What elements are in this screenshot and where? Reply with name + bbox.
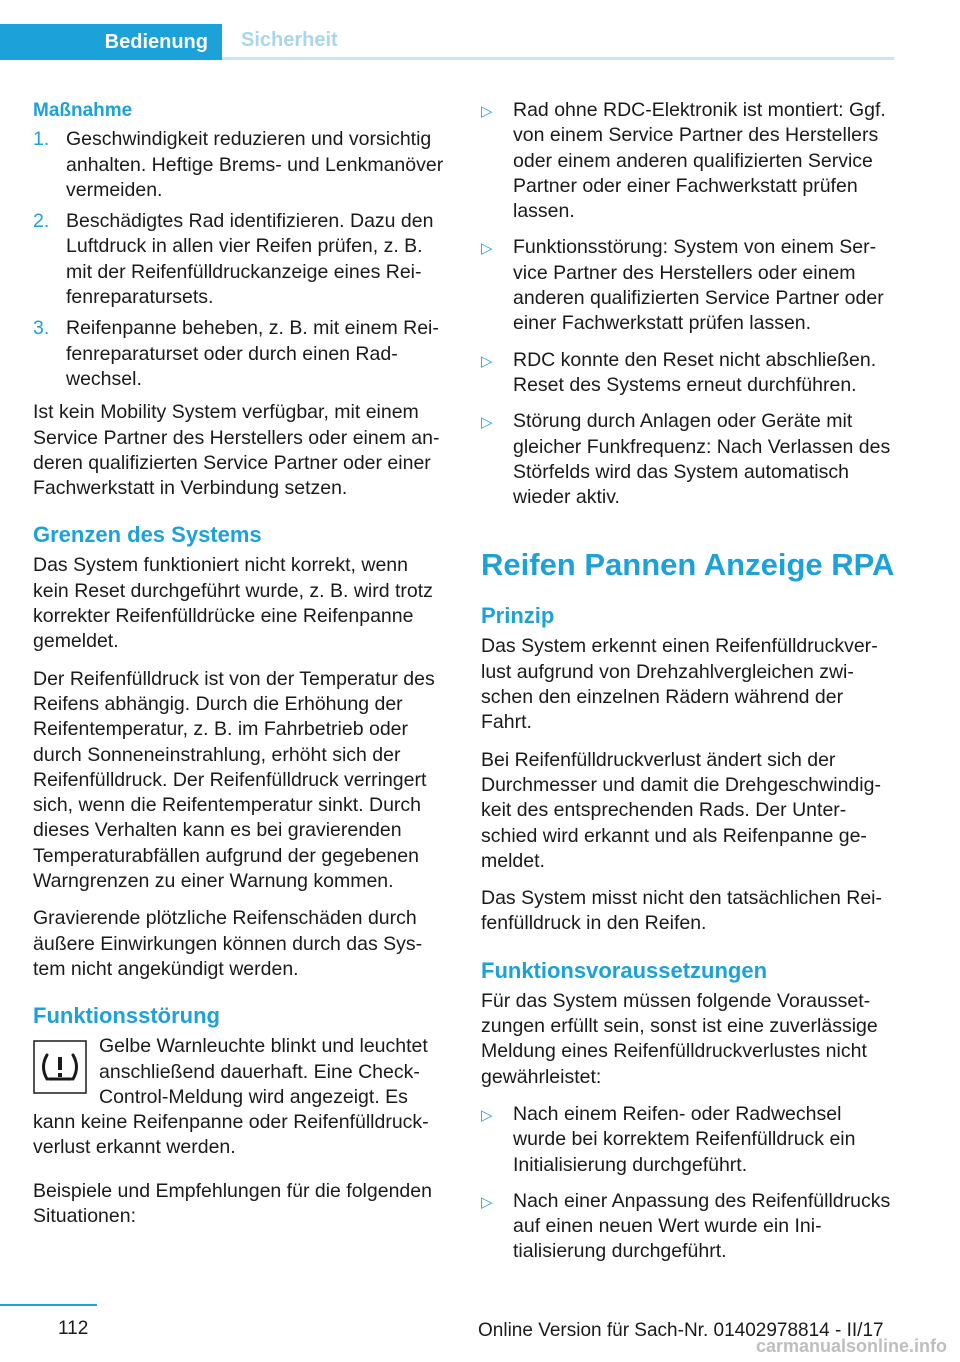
list-item [481, 409, 896, 510]
bullet-triangle-icon: ▷ [481, 414, 493, 432]
step-item [33, 316, 448, 392]
step-text: Reifenpanne beheben, z. B. mit einem Reifenreparaturset oder durch einen Radwechsel. [66, 317, 439, 390]
list-item [481, 1189, 896, 1265]
step-item [33, 209, 448, 310]
voraus-heading: Funktionsvoraussetzungen [481, 957, 768, 983]
grenzen-paragraph-2: Der Reifenfülldruck ist von der Temperatur des Reifens abhängig. Durch die Erhöhung der Reifentemperatur, z. B. im Fahrbetrieb oder durch Sonneneinstrahlung, erhöht sich der Reifenfülldruck. Der Reifenfülldruck verringert sich, wenn die Reifentemperatur sinkt. Durch dieses Verhalten kann es bei gravierenden Temperaturabfällen aufgrund der gegebenen Warngrenzen zu einer Warnung kommen. [33, 667, 435, 893]
bullet-triangle-icon: ▷ [481, 103, 493, 120]
voraus-paragraph-1: Für das System müssen folgende Voraussetzungen erfüllt sein, sonst ist eine zuverlässige Meldung eines Reifenfülldruckverlustes nicht gewährleistet: [481, 989, 878, 1088]
mobility-paragraph: Ist kein Mobility System verfügbar, mit einem Service Partner des Herstellers oder einem anderen qualifizierten Service Partner oder einer Fachwerkstatt in Verbindung setzen. [33, 401, 440, 500]
massnahme-label: Maßnahme [33, 100, 133, 121]
grenzen-paragraph-3: Gravierende plötzliche Reifenschäden durch äußere Einwirkungen können durch das System nicht angekündigt werden. [33, 907, 423, 980]
grenzen-heading: Grenzen des Systems [33, 522, 262, 548]
step-item [33, 127, 448, 203]
online-version-note: Online Version für Sach-Nr. 01402978814 - II/17 [478, 1320, 884, 1341]
list-item [481, 235, 896, 336]
stoerung-heading: Funktionsstörung [33, 1003, 220, 1029]
step-number: 2. [33, 210, 50, 233]
bullet-triangle-icon: ▷ [481, 352, 493, 370]
steps-list [33, 127, 448, 392]
bullet-triangle-icon: ▷ [481, 1193, 493, 1211]
list-item-text: Rad ohne RDC-Elektronik ist montiert: Ggf. von einem Service Partner des Herstellers oder einem anderen qualifizierten Service Partner oder einer Fachwerkstatt prüfen lassen. [513, 99, 886, 223]
step-number: 1. [33, 128, 50, 151]
header-tabs [0, 24, 894, 60]
tab-bedienung: Bedienung [0, 24, 222, 60]
list-item [481, 98, 896, 224]
right-column [481, 98, 896, 1276]
prinzip-paragraph-2: Bei Reifenfülldruckverlust ändert sich der Durchmesser und damit die Drehgeschwindigkeit des entsprechenden Rads. Der Unterschied wird erkannt und als Reifenpanne gemeldet. [481, 748, 881, 872]
list-item-text: Nach einer Anpassung des Reifenfülldrucks auf einen neuen Wert wurde ein Initialisierung durchgeführt. [513, 1189, 891, 1263]
list-item-text: Funktionsstörung: System von einem Service Partner des Herstellers oder einem anderen qualifizierten Service Partner oder einer Fachwerkstatt prüfen lassen. [513, 236, 884, 335]
prinzip-heading: Prinzip [481, 603, 555, 629]
rpa-heading: Reifen Pannen Anzeige RPA [481, 547, 895, 583]
stoerung-paragraph-1: Gelbe Warnleuchte blinkt und leuchtet anschließend dauerhaft. Eine Check-Control-Meldung wird angezeigt. Es kann keine Reifenpanne oder Reifenfülldruckverlust erkannt werden. [33, 1035, 429, 1159]
watermark: carmanualsonline.info [756, 1336, 948, 1356]
step-text: Geschwindigkeit reduzieren und vorsichtig anhalten. Heftige Brems- und Lenkmanöver vermeiden. [66, 128, 444, 201]
list-item-text: Nach einem Reifen- oder Radwechsel wurde bei korrektem Reifenfülldruck ein Initialisierung durchgeführt. [513, 1102, 856, 1176]
page-number-rule [0, 1304, 97, 1306]
prinzip-paragraph-1: Das System erkennt einen Reifenfülldruckverlust aufgrund von Drehzahlvergleichen zwischen den einzelnen Rädern während der Fahrt. [481, 635, 878, 734]
situations-list [481, 98, 896, 510]
prinzip-paragraph-3: Das System misst nicht den tatsächlichen Reifenfülldruck in den Reifen. [481, 887, 882, 935]
list-item-text: RDC konnte den Reset nicht abschließen. Reset des Systems erneut durchführen. [513, 348, 877, 396]
step-number: 3. [33, 317, 50, 340]
step-text: Beschädigtes Rad identifizieren. Dazu den Luftdruck in allen vier Reifen prüfen, z. B. mit der Reifenfülldruckanzeige eines Reifenreparatursets. [66, 210, 434, 309]
left-column [33, 98, 448, 1241]
tire-pressure-warning-icon [33, 1040, 87, 1094]
stoerung-paragraph-2: Beispiele und Empfehlungen für die folgenden Situationen: [33, 1179, 432, 1227]
page-number: 112 [58, 1318, 89, 1339]
warning-block [33, 1034, 448, 1160]
tab-sicherheit: Sicherheit [222, 24, 894, 60]
list-item-text: Störung durch Anlagen oder Geräte mit gleicher Funkfrequenz: Nach Verlassen des Störfelds wird das System automatisch wieder aktiv. [513, 410, 891, 509]
list-item [481, 348, 896, 399]
grenzen-paragraph-1: Das System funktioniert nicht korrekt, wenn kein Reset durchgeführt wurde, z. B. wird trotz korrekter Reifenfülldrücke eine Reifenpanne gemeldet. [33, 554, 433, 653]
list-item [481, 1102, 896, 1178]
requirements-list [481, 1102, 896, 1265]
bullet-triangle-icon: ▷ [481, 1106, 493, 1124]
bullet-triangle-icon: ▷ [481, 240, 493, 258]
